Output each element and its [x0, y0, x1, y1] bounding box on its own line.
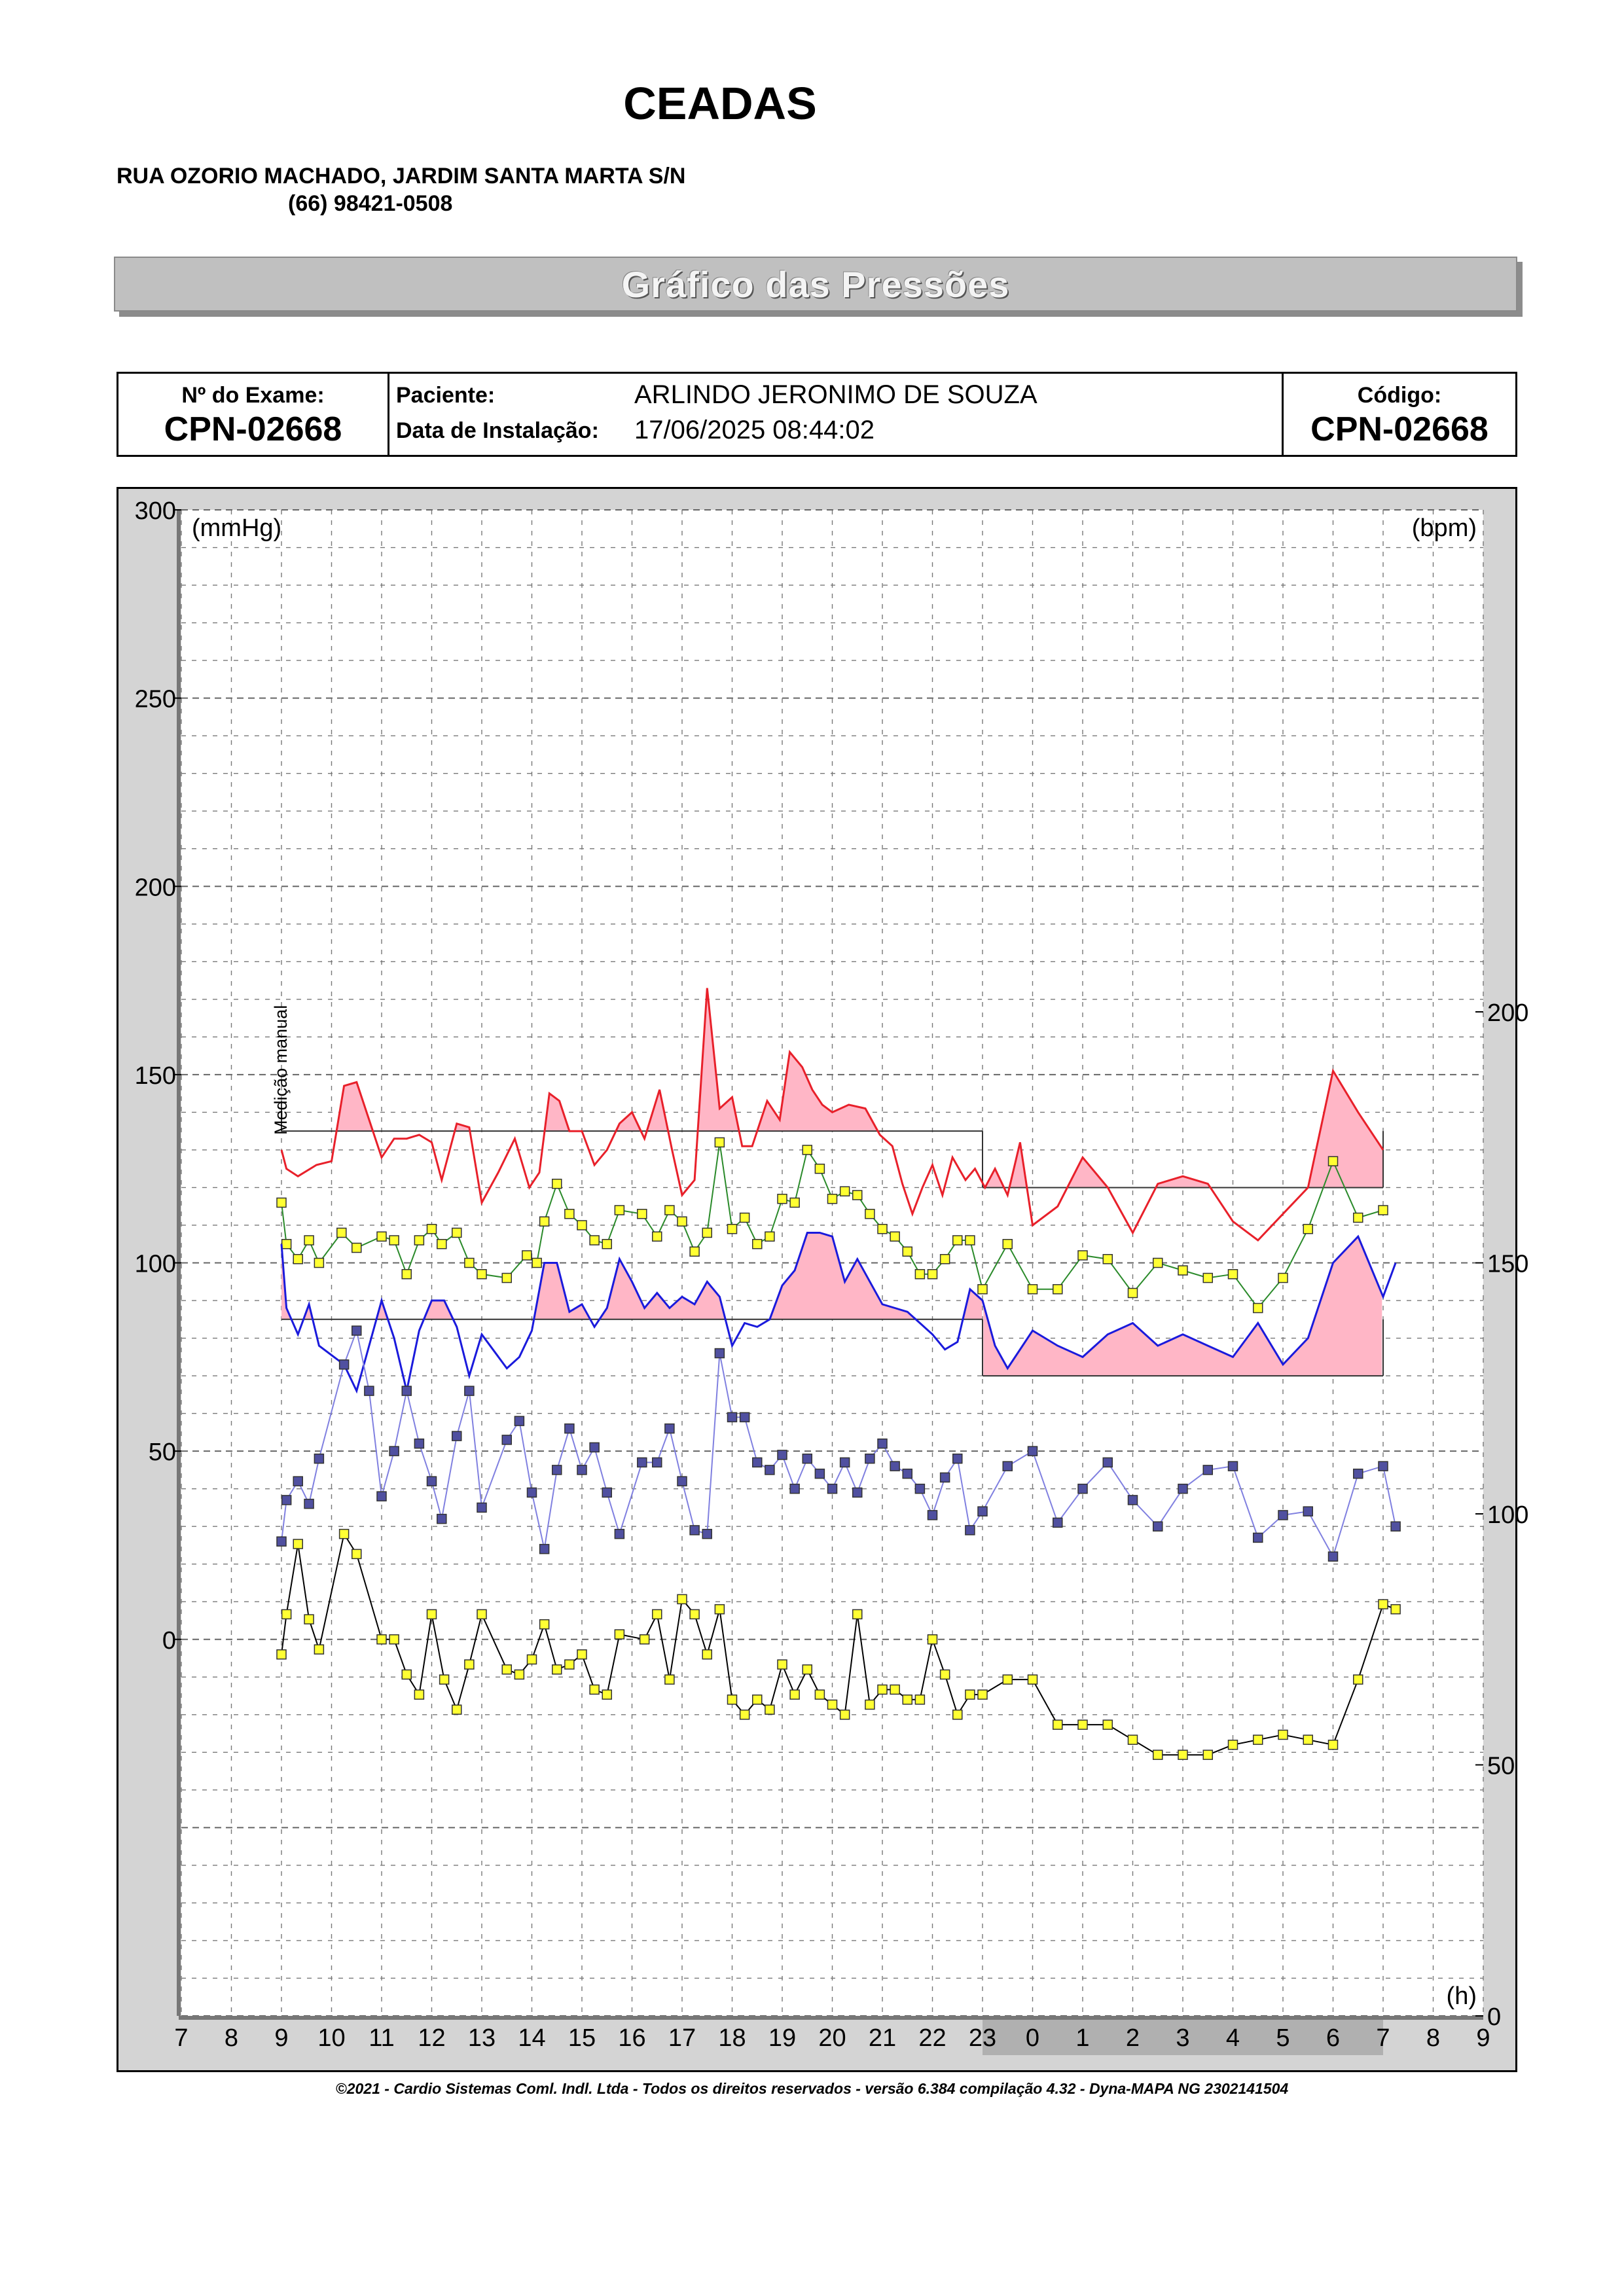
media-point — [477, 1270, 486, 1279]
pressao-de-pulso-point — [277, 1537, 286, 1546]
media-point — [728, 1225, 737, 1234]
frequencia-cardiaca-point — [1128, 1735, 1138, 1744]
right-axis-label: (bpm) — [1411, 514, 1477, 542]
x-tick-label: 21 — [868, 2024, 897, 2052]
media-point — [282, 1240, 291, 1249]
media-point — [1379, 1206, 1388, 1215]
pressao-de-pulso-point — [1278, 1511, 1288, 1520]
frequencia-cardiaca-point — [953, 1710, 962, 1719]
media-point — [352, 1243, 361, 1252]
frequencia-cardiaca-point — [304, 1615, 314, 1624]
frequencia-cardiaca-point — [928, 1635, 937, 1644]
media-point — [840, 1187, 850, 1196]
pressao-de-pulso-point — [840, 1458, 850, 1467]
patient-name: ARLINDO JERONIMO DE SOUZA — [634, 380, 1038, 409]
pressao-de-pulso-point — [528, 1488, 537, 1497]
pressao-de-pulso-point — [965, 1526, 975, 1535]
media-point — [1229, 1270, 1238, 1279]
pressao-de-pulso-point — [540, 1545, 549, 1554]
pressao-de-pulso-point — [1254, 1533, 1263, 1542]
media-point — [1203, 1274, 1212, 1283]
media-point — [565, 1210, 574, 1219]
x-tick-label: 17 — [668, 2024, 696, 2052]
media-point — [540, 1217, 549, 1226]
media-point — [1278, 1274, 1288, 1283]
pressao-de-pulso-point — [1153, 1522, 1163, 1531]
frequencia-cardiaca-point — [552, 1665, 562, 1674]
media-point — [1053, 1285, 1062, 1294]
x-tick-label: 18 — [718, 2024, 746, 2052]
pressao-de-pulso-point — [728, 1412, 737, 1422]
media-point — [765, 1232, 774, 1241]
pressao-de-pulso-point — [1329, 1552, 1338, 1561]
pressao-de-pulso-point — [1303, 1507, 1312, 1516]
frequencia-cardiaca-point — [377, 1635, 386, 1644]
x-tick-label: 1 — [1075, 2024, 1090, 2052]
frequencia-cardiaca-point — [915, 1695, 924, 1704]
pressao-de-pulso-point — [815, 1469, 824, 1479]
pressao-de-pulso-point — [1354, 1469, 1363, 1479]
x-tick-label: 2 — [1125, 2024, 1140, 2052]
pressao-de-pulso-point — [477, 1503, 486, 1512]
pressao-de-pulso-point — [790, 1484, 799, 1494]
media-point — [1178, 1266, 1187, 1275]
frequencia-cardiaca-point — [352, 1549, 361, 1558]
left-tick-label: 200 — [134, 874, 176, 902]
pressao-de-pulso-point — [753, 1458, 762, 1467]
pressao-de-pulso-point — [953, 1454, 962, 1463]
frequencia-cardiaca-point — [840, 1710, 850, 1719]
pressao-de-pulso-point — [414, 1439, 424, 1448]
pressao-de-pulso-point — [590, 1443, 599, 1452]
media-point — [402, 1270, 411, 1279]
frequencia-cardiaca-point — [1028, 1675, 1038, 1684]
media-point — [602, 1240, 611, 1249]
clinic-name: CEADAS — [623, 78, 817, 129]
exam-info-box — [117, 372, 1517, 457]
frequencia-cardiaca-point — [790, 1690, 799, 1699]
media-point — [815, 1164, 824, 1174]
media-point — [853, 1191, 862, 1200]
media-point — [890, 1232, 899, 1241]
frequencia-cardiaca-point — [778, 1660, 787, 1669]
media-point — [304, 1236, 314, 1245]
media-point — [1078, 1251, 1087, 1260]
pressao-de-pulso-point — [677, 1477, 687, 1486]
pressao-de-pulso-point — [878, 1439, 887, 1448]
media-point — [522, 1251, 532, 1260]
pressao-de-pulso-point — [452, 1431, 461, 1441]
media-point — [465, 1259, 474, 1268]
x-tick-label: 19 — [768, 2024, 797, 2052]
pressao-de-pulso-point — [1103, 1458, 1112, 1467]
media-point — [427, 1225, 437, 1234]
left-tick-label: 300 — [134, 497, 176, 525]
frequencia-cardiaca-point — [414, 1690, 424, 1699]
frequencia-cardiaca-point — [1103, 1720, 1112, 1729]
left-tick-label: 0 — [162, 1626, 176, 1655]
x-tick-label: 22 — [918, 2024, 947, 2052]
frequencia-cardiaca-point — [577, 1650, 586, 1659]
x-tick-label: 7 — [174, 2024, 189, 2052]
frequencia-cardiaca-point — [1278, 1730, 1288, 1739]
frequencia-cardiaca-point — [452, 1705, 461, 1714]
frequencia-cardiaca-point — [540, 1620, 549, 1629]
frequencia-cardiaca-point — [440, 1675, 449, 1684]
media-point — [389, 1236, 399, 1245]
pressao-de-pulso-point — [502, 1435, 511, 1444]
media-point — [293, 1255, 302, 1264]
x-tick-label: 5 — [1276, 2024, 1290, 2052]
frequencia-cardiaca-point — [640, 1635, 649, 1644]
media-point — [965, 1236, 975, 1245]
pressao-de-pulso-point — [293, 1477, 302, 1486]
pressao-de-pulso-point — [1379, 1462, 1388, 1471]
right-tick-label: 150 — [1487, 1250, 1529, 1278]
pressao-de-pulso-point — [1028, 1446, 1038, 1456]
media-point — [1128, 1289, 1138, 1298]
frequencia-cardiaca-point — [389, 1635, 399, 1644]
x-tick-label: 10 — [317, 2024, 346, 2052]
report-title-bar — [114, 257, 1517, 312]
frequencia-cardiaca-point — [1153, 1750, 1163, 1759]
pressao-de-pulso-point — [427, 1477, 437, 1486]
media-point — [953, 1236, 962, 1245]
pressure-chart — [118, 489, 1529, 2070]
x-tick-label: 3 — [1176, 2024, 1190, 2052]
pressao-de-pulso-point — [828, 1484, 837, 1494]
x-tick-label: 12 — [418, 2024, 446, 2052]
frequencia-cardiaca-point — [978, 1690, 987, 1699]
left-tick-label: 150 — [134, 1062, 176, 1090]
frequencia-cardiaca-point — [477, 1609, 486, 1619]
pressao-de-pulso-point — [615, 1530, 624, 1539]
exam-number: CPN-02668 — [164, 410, 342, 448]
pressao-de-pulso-point — [740, 1412, 749, 1422]
footer-copyright: ©2021 - Cardio Sistemas Coml. Indl. Ltda - Todos os direitos reservados - versão 6.384 compilação 4.32 - Dyna-MAPA NG 2302141504 — [335, 2080, 1289, 2097]
frequencia-cardiaca-point — [1303, 1735, 1312, 1744]
media-point — [1303, 1225, 1312, 1234]
frequencia-cardiaca-point — [1329, 1740, 1338, 1749]
right-tick-label: 200 — [1487, 999, 1529, 1027]
frequencia-cardiaca-point — [890, 1685, 899, 1694]
pressao-de-pulso-point — [978, 1507, 987, 1516]
x-tick-label: 9 — [1476, 2024, 1490, 2052]
media-point — [1254, 1304, 1263, 1313]
frequencia-cardiaca-point — [665, 1675, 674, 1684]
frequencia-cardiaca-point — [1178, 1750, 1187, 1759]
pressao-de-pulso-point — [437, 1515, 446, 1524]
exam-number-label: Nº do Exame: — [181, 383, 325, 408]
media-point — [638, 1210, 647, 1219]
pressao-de-pulso-point — [565, 1424, 574, 1433]
report-title: Gráfico das Pressões — [621, 263, 1010, 305]
pressao-de-pulso-point — [304, 1499, 314, 1509]
media-point — [715, 1138, 724, 1147]
frequencia-cardiaca-point — [690, 1609, 699, 1619]
media-point — [437, 1240, 446, 1249]
left-tick-label: 50 — [148, 1439, 176, 1467]
frequencia-cardiaca-point — [402, 1670, 411, 1679]
media-point — [653, 1232, 662, 1241]
pressao-de-pulso-point — [514, 1416, 524, 1426]
frequencia-cardiaca-point — [514, 1670, 524, 1679]
x-tick-label: 23 — [968, 2024, 997, 2052]
media-point — [1354, 1213, 1363, 1222]
media-point — [978, 1285, 987, 1294]
media-point — [941, 1255, 950, 1264]
frequencia-cardiaca-point — [878, 1685, 887, 1694]
media-point — [552, 1179, 562, 1189]
frequencia-cardiaca-point — [753, 1695, 762, 1704]
pressao-de-pulso-point — [653, 1458, 662, 1467]
left-axis-label: (mmHg) — [192, 514, 282, 542]
frequencia-cardiaca-point — [615, 1630, 624, 1639]
pressao-de-pulso-point — [314, 1454, 323, 1463]
media-point — [903, 1247, 912, 1256]
media-point — [277, 1198, 286, 1207]
x-tick-label: 20 — [818, 2024, 846, 2052]
right-tick-label: 0 — [1487, 2003, 1502, 2031]
pressao-de-pulso-point — [340, 1360, 349, 1369]
frequencia-cardiaca-point — [903, 1695, 912, 1704]
x-tick-label: 15 — [568, 2024, 596, 2052]
pressao-de-pulso-point — [638, 1458, 647, 1467]
frequencia-cardiaca-point — [702, 1650, 712, 1659]
frequencia-cardiaca-point — [427, 1609, 437, 1619]
media-point — [828, 1194, 837, 1204]
pressao-de-pulso-point — [690, 1526, 699, 1535]
frequencia-cardiaca-point — [1229, 1740, 1238, 1749]
frequencia-cardiaca-point — [803, 1665, 812, 1674]
media-point — [1103, 1255, 1112, 1264]
media-point — [1153, 1259, 1163, 1268]
media-point — [878, 1225, 887, 1234]
frequencia-cardiaca-point — [715, 1605, 724, 1614]
frequencia-cardiaca-point — [1003, 1675, 1012, 1684]
manual-measurement-annotation: Medição manual — [271, 1005, 291, 1135]
x-tick-label: 16 — [618, 2024, 646, 2052]
frequencia-cardiaca-point — [590, 1685, 599, 1694]
pressao-de-pulso-point — [890, 1462, 899, 1471]
pressao-de-pulso-point — [865, 1454, 875, 1463]
frequencia-cardiaca-point — [1203, 1750, 1212, 1759]
pressao-de-pulso-point — [352, 1326, 361, 1335]
left-tick-label: 250 — [134, 685, 176, 713]
frequencia-cardiaca-point — [965, 1690, 975, 1699]
install-date: 17/06/2025 08:44:02 — [634, 416, 875, 444]
media-point — [665, 1206, 674, 1215]
code-cell — [1284, 374, 1515, 455]
frequencia-cardiaca-point — [815, 1690, 824, 1699]
media-point — [314, 1259, 323, 1268]
frequencia-cardiaca-point — [677, 1594, 687, 1604]
media-point — [778, 1194, 787, 1204]
media-point — [615, 1206, 624, 1215]
x-tick-label: 13 — [467, 2024, 496, 2052]
x-tick-label: 8 — [224, 2024, 239, 2052]
frequencia-cardiaca-point — [728, 1695, 737, 1704]
frequencia-cardiaca-point — [602, 1690, 611, 1699]
pressao-de-pulso-point — [803, 1454, 812, 1463]
frequencia-cardiaca-point — [853, 1609, 862, 1619]
pressao-de-pulso-point — [1053, 1518, 1062, 1527]
code-value: CPN-02668 — [1310, 410, 1489, 448]
frequencia-cardiaca-point — [528, 1655, 537, 1664]
pressao-de-pulso-point — [282, 1496, 291, 1505]
frequencia-cardiaca-point — [1254, 1735, 1263, 1744]
pressao-de-pulso-point — [602, 1488, 611, 1497]
x-tick-label: 0 — [1025, 2024, 1040, 2052]
x-axis-label: (h) — [1446, 1982, 1477, 2010]
frequencia-cardiaca-point — [765, 1705, 774, 1714]
media-point — [740, 1213, 749, 1222]
frequencia-cardiaca-point — [502, 1665, 511, 1674]
frequencia-cardiaca-point — [277, 1650, 286, 1659]
media-point — [803, 1145, 812, 1155]
frequencia-cardiaca-point — [340, 1530, 349, 1539]
media-point — [1003, 1240, 1012, 1249]
media-point — [577, 1221, 586, 1230]
pressao-de-pulso-point — [1178, 1484, 1187, 1494]
media-point — [690, 1247, 699, 1256]
pressao-de-pulso-point — [778, 1450, 787, 1460]
media-point — [915, 1270, 924, 1279]
pressao-de-pulso-point — [389, 1446, 399, 1456]
frequencia-cardiaca-point — [740, 1710, 749, 1719]
pressao-de-pulso-point — [928, 1511, 937, 1520]
clinic-phone: (66) 98421-0508 — [288, 191, 453, 216]
patient-cell — [389, 374, 1284, 455]
pressao-de-pulso-point — [765, 1465, 774, 1475]
frequencia-cardiaca-point — [293, 1539, 302, 1549]
exam-number-cell — [118, 374, 389, 455]
frequencia-cardiaca-point — [282, 1609, 291, 1619]
frequencia-cardiaca-point — [828, 1700, 837, 1709]
frequencia-cardiaca-point — [865, 1700, 875, 1709]
pressao-de-pulso-point — [552, 1465, 562, 1475]
pressao-de-pulso-point — [1203, 1465, 1212, 1475]
media-point — [702, 1228, 712, 1237]
pressao-de-pulso-point — [577, 1465, 586, 1475]
x-tick-label: 9 — [274, 2024, 289, 2052]
media-point — [1329, 1157, 1338, 1166]
pressao-de-pulso-point — [1229, 1462, 1238, 1471]
media-point — [337, 1228, 346, 1237]
media-point — [790, 1198, 799, 1207]
pressao-de-pulso-point — [1391, 1522, 1400, 1531]
right-tick-label: 100 — [1487, 1501, 1529, 1529]
frequencia-cardiaca-point — [941, 1670, 950, 1679]
frequencia-cardiaca-point — [1379, 1600, 1388, 1609]
pressao-de-pulso-point — [915, 1484, 924, 1494]
media-point — [532, 1259, 541, 1268]
patient-label: Paciente: — [396, 383, 496, 408]
left-tick-label: 100 — [134, 1250, 176, 1278]
x-tick-label: 8 — [1426, 2024, 1441, 2052]
frequencia-cardiaca-point — [314, 1645, 323, 1654]
media-point — [502, 1274, 511, 1283]
pressure-chart-frame — [117, 487, 1529, 2072]
pressao-de-pulso-point — [702, 1530, 712, 1539]
media-point — [1028, 1285, 1038, 1294]
x-tick-label: 11 — [369, 2024, 395, 2052]
media-point — [928, 1270, 937, 1279]
pressao-de-pulso-point — [853, 1488, 862, 1497]
pressao-de-pulso-point — [1128, 1496, 1138, 1505]
pressao-de-pulso-point — [377, 1492, 386, 1501]
media-point — [590, 1236, 599, 1245]
pressao-de-pulso-point — [402, 1386, 411, 1395]
pressao-de-pulso-point — [665, 1424, 674, 1433]
pressao-de-pulso-point — [1078, 1484, 1087, 1494]
clinic-address: RUA OZORIO MACHADO, JARDIM SANTA MARTA S/N — [117, 164, 686, 188]
media-point — [677, 1217, 687, 1226]
frequencia-cardiaca-point — [1053, 1720, 1062, 1729]
pressao-de-pulso-point — [903, 1469, 912, 1479]
frequencia-cardiaca-point — [653, 1609, 662, 1619]
frequencia-cardiaca-point — [1391, 1605, 1400, 1614]
install-date-label: Data de Instalação: — [396, 418, 599, 443]
pressao-de-pulso-point — [941, 1473, 950, 1482]
frequencia-cardiaca-point — [465, 1660, 474, 1669]
frequencia-cardiaca-point — [1354, 1675, 1363, 1684]
x-tick-label: 7 — [1376, 2024, 1390, 2052]
media-point — [753, 1240, 762, 1249]
frequencia-cardiaca-point — [1078, 1720, 1087, 1729]
right-tick-label: 50 — [1487, 1752, 1515, 1780]
code-label: Código: — [1357, 383, 1442, 408]
pressao-de-pulso-point — [365, 1386, 374, 1395]
frequencia-cardiaca-point — [565, 1660, 574, 1669]
media-point — [865, 1210, 875, 1219]
x-tick-label: 14 — [518, 2024, 546, 2052]
x-tick-label: 6 — [1326, 2024, 1341, 2052]
pressao-de-pulso-point — [1003, 1462, 1012, 1471]
media-point — [377, 1232, 386, 1241]
media-point — [452, 1228, 461, 1237]
x-tick-label: 4 — [1225, 2024, 1240, 2052]
pressao-de-pulso-point — [465, 1386, 474, 1395]
pressao-de-pulso-point — [715, 1349, 724, 1358]
media-point — [414, 1236, 424, 1245]
